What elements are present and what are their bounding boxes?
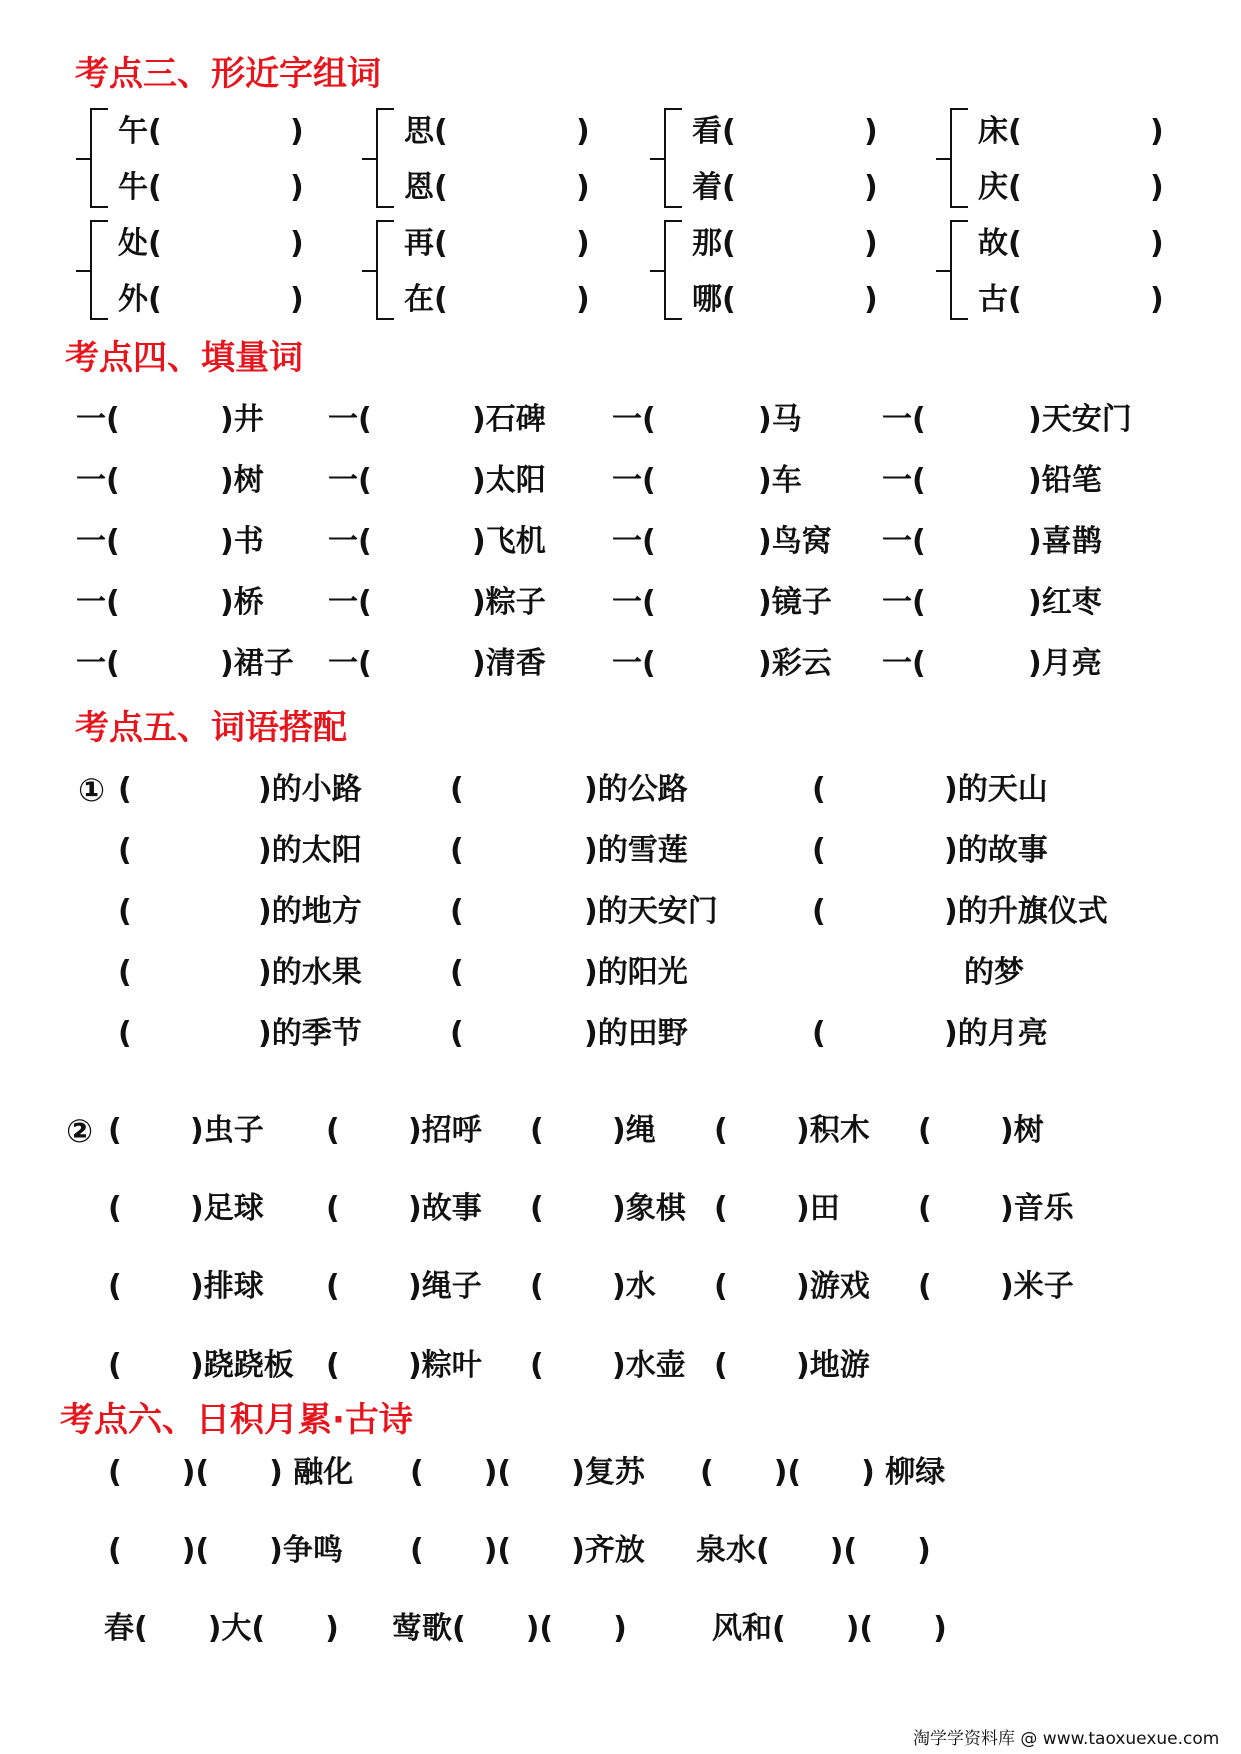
phrase-item: )音乐: [1000, 1191, 1074, 1226]
blank-open: 一(: [612, 646, 656, 681]
measure-word-item: )红枣: [1028, 585, 1102, 620]
char-prompt: 外(: [118, 282, 162, 317]
phrase-item: )游戏: [796, 1269, 870, 1304]
phrase-item: )的天安门: [584, 894, 718, 929]
measure-word-item: )树: [220, 463, 264, 498]
brace: [950, 220, 968, 320]
blank-open: (: [108, 1191, 122, 1226]
phrase-item: )的公路: [584, 772, 688, 807]
measure-word-item: )喜鹊: [1028, 524, 1102, 559]
brace: [376, 220, 394, 320]
blank-open: 一(: [76, 402, 120, 437]
char-prompt: 看(: [692, 114, 736, 149]
close-paren: ): [290, 226, 304, 261]
char-prompt: 古(: [978, 282, 1022, 317]
char-prompt: 庆(: [978, 170, 1022, 205]
close-paren: ): [864, 282, 878, 317]
phrase-item: )跷跷板: [190, 1348, 294, 1383]
blank-open: 一(: [328, 463, 372, 498]
char-prompt: 处(: [118, 226, 162, 261]
measure-word-item: )书: [220, 524, 264, 559]
blank-open: 一(: [328, 585, 372, 620]
measure-word-item: )月亮: [1028, 646, 1102, 681]
section-5-title: 考点五、词语搭配: [75, 708, 347, 748]
blank-open: (: [450, 894, 464, 929]
measure-word-item: )裙子: [220, 646, 294, 681]
poem-item: 春( )大( ): [104, 1611, 339, 1646]
blank-open: 一(: [76, 524, 120, 559]
section-4-title: 考点四、填量词: [65, 338, 303, 378]
close-paren: ): [1150, 114, 1164, 149]
blank-open: 一(: [612, 524, 656, 559]
char-prompt: 在(: [404, 282, 448, 317]
blank-open: (: [326, 1269, 340, 1304]
blank-open: (: [326, 1191, 340, 1226]
measure-word-item: )彩云: [758, 646, 832, 681]
blank-open: (: [714, 1191, 728, 1226]
part-2-marker: ②: [66, 1112, 94, 1150]
blank-open: (: [530, 1191, 544, 1226]
close-paren: ): [1150, 282, 1164, 317]
phrase-item: )的田野: [584, 1016, 688, 1051]
phrase-item: )排球: [190, 1269, 264, 1304]
blank-open: 一(: [612, 585, 656, 620]
measure-word-item: )井: [220, 402, 264, 437]
phrase-item: )绳: [612, 1113, 656, 1148]
part-1-marker: ①: [78, 771, 106, 809]
char-prompt: 午(: [118, 114, 162, 149]
phrase-item: )的故事: [944, 833, 1048, 868]
phrase-item: 的梦: [964, 955, 1024, 990]
poem-item: 莺歌( )( ): [392, 1611, 627, 1646]
phrase-item: )米子: [1000, 1269, 1074, 1304]
close-paren: ): [290, 282, 304, 317]
char-prompt: 那(: [692, 226, 736, 261]
brace: [90, 108, 108, 208]
poem-item: ( )( ) 融化: [108, 1455, 354, 1490]
phrase-item: )的太阳: [258, 833, 362, 868]
close-paren: ): [864, 170, 878, 205]
blank-open: (: [812, 894, 826, 929]
phrase-item: )的天山: [944, 772, 1048, 807]
blank-open: (: [326, 1113, 340, 1148]
char-prompt: 床(: [978, 114, 1022, 149]
phrase-item: )象棋: [612, 1191, 686, 1226]
poem-item: 泉水( )( ): [696, 1533, 931, 1568]
close-paren: ): [576, 114, 590, 149]
measure-word-item: )鸟窝: [758, 524, 832, 559]
blank-open: (: [108, 1348, 122, 1383]
phrase-item: )的小路: [258, 772, 362, 807]
section-3-title: 考点三、形近字组词: [75, 54, 381, 94]
phrase-item: )虫子: [190, 1113, 264, 1148]
brace: [664, 108, 682, 208]
poem-item: ( )( )齐放: [410, 1533, 645, 1568]
blank-open: (: [918, 1269, 932, 1304]
blank-open: 一(: [328, 646, 372, 681]
phrase-item: )的阳光: [584, 955, 688, 990]
measure-word-item: )粽子: [472, 585, 546, 620]
blank-open: (: [530, 1113, 544, 1148]
blank-open: (: [326, 1348, 340, 1383]
close-paren: ): [1150, 170, 1164, 205]
blank-open: (: [118, 894, 132, 929]
blank-open: (: [118, 1016, 132, 1051]
blank-open: 一(: [882, 402, 926, 437]
close-paren: ): [290, 170, 304, 205]
phrase-item: )水壶: [612, 1348, 686, 1383]
blank-open: (: [450, 772, 464, 807]
blank-open: (: [714, 1348, 728, 1383]
blank-open: (: [118, 833, 132, 868]
char-prompt: 哪(: [692, 282, 736, 317]
blank-open: (: [812, 1016, 826, 1051]
brace: [376, 108, 394, 208]
close-paren: ): [290, 114, 304, 149]
phrase-item: )水: [612, 1269, 656, 1304]
char-prompt: 着(: [692, 170, 736, 205]
measure-word-item: )镜子: [758, 585, 832, 620]
measure-word-item: )车: [758, 463, 802, 498]
char-prompt: 故(: [978, 226, 1022, 261]
blank-open: (: [714, 1269, 728, 1304]
phrase-item: )足球: [190, 1191, 264, 1226]
phrase-item: )的地方: [258, 894, 362, 929]
blank-open: (: [812, 772, 826, 807]
close-paren: ): [576, 282, 590, 317]
blank-open: (: [450, 833, 464, 868]
section-6-title: 考点六、日积月累·古诗: [60, 1400, 413, 1440]
phrase-item: )地游: [796, 1348, 870, 1383]
measure-word-item: )石碑: [472, 402, 546, 437]
blank-open: (: [714, 1113, 728, 1148]
phrase-item: )的水果: [258, 955, 362, 990]
phrase-item: )的升旗仪式: [944, 894, 1108, 929]
blank-open: 一(: [328, 524, 372, 559]
measure-word-item: )清香: [472, 646, 546, 681]
char-prompt: 思(: [404, 114, 448, 149]
phrase-item: )树: [1000, 1113, 1044, 1148]
phrase-item: )粽叶: [408, 1348, 482, 1383]
phrase-item: )积木: [796, 1113, 870, 1148]
measure-word-item: )飞机: [472, 524, 546, 559]
blank-open: (: [108, 1113, 122, 1148]
blank-open: 一(: [76, 646, 120, 681]
poem-item: ( )( ) 柳绿: [700, 1455, 946, 1490]
measure-word-item: )铅笔: [1028, 463, 1102, 498]
phrase-item: )田: [796, 1191, 840, 1226]
phrase-item: )绳子: [408, 1269, 482, 1304]
measure-word-item: )马: [758, 402, 802, 437]
phrase-item: )的月亮: [944, 1016, 1048, 1051]
measure-word-item: )天安门: [1028, 402, 1132, 437]
phrase-item: )的季节: [258, 1016, 362, 1051]
blank-open: (: [450, 1016, 464, 1051]
brace: [950, 108, 968, 208]
measure-word-item: )太阳: [472, 463, 546, 498]
footer-watermark: 淘学学资料库 @ www.taoxuexue.com: [913, 1729, 1220, 1749]
blank-open: 一(: [882, 585, 926, 620]
brace: [664, 220, 682, 320]
close-paren: ): [576, 170, 590, 205]
blank-open: (: [918, 1191, 932, 1226]
char-prompt: 牛(: [118, 170, 162, 205]
blank-open: (: [450, 955, 464, 990]
char-prompt: 恩(: [404, 170, 448, 205]
close-paren: ): [1150, 226, 1164, 261]
blank-open: (: [118, 955, 132, 990]
blank-open: 一(: [882, 646, 926, 681]
phrase-item: )的雪莲: [584, 833, 688, 868]
close-paren: ): [864, 226, 878, 261]
blank-open: (: [108, 1269, 122, 1304]
phrase-item: )故事: [408, 1191, 482, 1226]
measure-word-item: )桥: [220, 585, 264, 620]
blank-open: 一(: [882, 463, 926, 498]
blank-open: 一(: [612, 463, 656, 498]
blank-open: 一(: [328, 402, 372, 437]
blank-open: 一(: [76, 463, 120, 498]
blank-open: (: [812, 833, 826, 868]
close-paren: ): [864, 114, 878, 149]
blank-open: (: [918, 1113, 932, 1148]
brace: [90, 220, 108, 320]
char-prompt: 再(: [404, 226, 448, 261]
blank-open: 一(: [76, 585, 120, 620]
poem-item: ( )( )复苏: [410, 1455, 645, 1490]
blank-open: (: [530, 1348, 544, 1383]
blank-open: 一(: [882, 524, 926, 559]
blank-open: (: [118, 772, 132, 807]
blank-open: (: [530, 1269, 544, 1304]
blank-open: 一(: [612, 402, 656, 437]
phrase-item: )招呼: [408, 1113, 482, 1148]
poem-item: ( )( )争鸣: [108, 1533, 343, 1568]
poem-item: 风和( )( ): [712, 1611, 947, 1646]
close-paren: ): [576, 226, 590, 261]
